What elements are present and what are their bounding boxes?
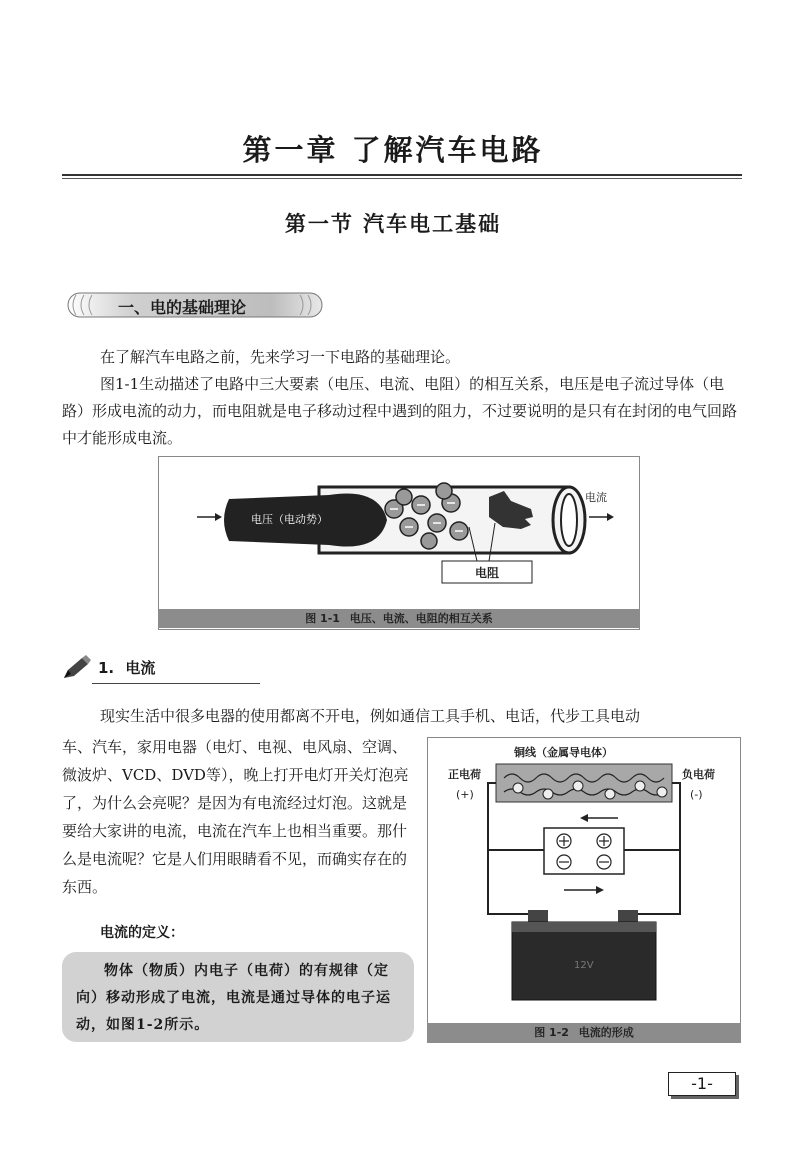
intro-paragraph: 在了解汽车电路之前，先来学习一下电路的基础理论。 <box>100 348 461 366</box>
copper-wire <box>496 764 672 802</box>
figure2-caption <box>427 1023 741 1043</box>
positive-label: 正电荷 <box>448 768 481 781</box>
figure-voltage-current-resistance <box>158 456 640 630</box>
current-heading-number: 1. <box>98 659 115 677</box>
negative-label: 负电荷 <box>682 768 715 781</box>
figure-current-formation <box>427 737 741 1025</box>
positive-sign: (+) <box>456 788 474 801</box>
current-heading <box>98 657 155 678</box>
figure2-caption-text: 电流的形成 <box>578 1026 634 1039</box>
current-heading-title: 电流 <box>125 659 156 677</box>
definition-text: 物体（物质）内电子（电荷）的有规律（定向）移动形成了电流，电流是通过导体的电子运动，如图1-2所示。 <box>76 963 391 1033</box>
current-heading-underline <box>92 683 260 684</box>
figure1-caption-number: 图 1-1 <box>305 612 340 625</box>
battery-terminal-panel <box>544 828 624 874</box>
title-rule <box>62 174 742 176</box>
definition-label: 电流的定义： <box>100 925 184 941</box>
resistance-label: 电阻 <box>475 566 500 580</box>
wire-label: 铜线（金属导电体） <box>514 746 613 759</box>
negative-sign: (-) <box>690 788 703 801</box>
subsection-title: 一、电的基础理论 <box>118 298 247 317</box>
current-paragraph-body: 车、汽车，家用电器（电灯、电视、电风扇、空调、微波炉、VCD、DVD等），晚上打开电灯开关灯泡亮了，为什么会亮呢？是因为有电流经过灯泡。这就是要给大家讲的电流，电流在汽车上也相当重要。那什么是电流呢？它是人们用眼睛看不见，而确实存在的东西。 <box>62 738 409 896</box>
relationship-paragraph: 图1-1生动描述了电路中三大要素（电压、电流、电阻）的相互关系，电压是电子流过导体（电路）形成电流的动力，而电阻就是电子移动过程中遇到的阻力，不过要说明的是只有在封闭的电气回路中才能形成电流。 <box>62 375 738 447</box>
voltage-label: 电压（电动势） <box>251 513 328 526</box>
figure2-caption-number: 图 1-2 <box>534 1026 569 1039</box>
figure1-caption <box>158 609 640 628</box>
page-number: -1- <box>668 1072 736 1096</box>
chapter-title: 第一章 了解汽车电路 <box>242 133 544 167</box>
current-label: 电流 <box>585 491 607 504</box>
section-title: 第一节 汽车电工基础 <box>284 212 502 236</box>
battery-label: 12V <box>574 960 594 971</box>
figure1-caption-text: 电压、电流、电阻的相互关系 <box>349 612 493 625</box>
pen-icon <box>62 654 92 680</box>
title-rule-thin <box>62 178 742 179</box>
current-paragraph-line1: 现实生活中很多电器的使用都离不开电，例如通信工具手机、电话，代步工具电动 <box>100 707 641 725</box>
